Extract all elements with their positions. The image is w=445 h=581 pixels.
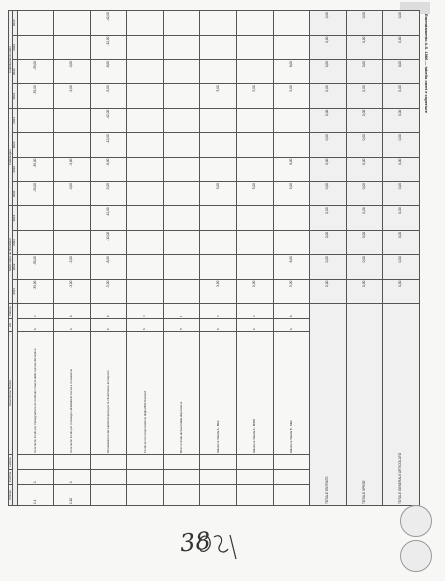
saldo-value-cell — [163, 206, 200, 230]
year-header: 2024 — [13, 11, 17, 36]
indeb-value-cell: -35,00 — [17, 59, 54, 83]
col-lettera-header: Lettera — [9, 455, 13, 470]
totals-row — [310, 11, 347, 506]
saldo-value-cell — [54, 206, 91, 230]
year-header: 2022 — [13, 59, 17, 83]
total-value-cell: 0,00 — [310, 255, 347, 279]
description-cell: Minori entrate derivanti dalla disposizione — [163, 332, 200, 455]
indeb-value-cell — [127, 11, 164, 36]
total-value-cell: 0,00 — [346, 59, 383, 83]
col-natura-header: Natura — [9, 304, 13, 319]
col-es-header: e/s — [9, 319, 13, 332]
natura-cell: c — [127, 304, 164, 319]
table-row — [90, 11, 127, 506]
year-header: 2023 — [13, 133, 17, 157]
total-value-cell: 0,00 — [383, 59, 420, 83]
indeb-value-cell — [127, 35, 164, 59]
fabb-value-cell: -3,00 — [54, 181, 91, 205]
table-row — [17, 11, 54, 506]
table-row — [127, 11, 164, 506]
official-seal-top — [400, 505, 432, 537]
totals-row — [346, 11, 383, 506]
saldo-value-cell: -35,00 — [17, 255, 54, 279]
article-cell — [163, 485, 200, 506]
total-value-cell: 0,00 — [310, 11, 347, 36]
indeb-value-cell: 8,00 — [273, 59, 310, 83]
fabb-value-cell — [127, 157, 164, 181]
indeb-value-cell — [127, 84, 164, 108]
total-value-cell: 0,00 — [383, 279, 420, 303]
saldo-value-cell: -3,00 — [54, 279, 91, 303]
indeb-value-cell: -42,00 — [90, 11, 127, 36]
natura-cell: k — [90, 304, 127, 319]
es-cell: s — [90, 319, 127, 332]
fabb-value-cell — [237, 108, 274, 132]
description-cell: Riduzione Tabella A - MEF — [200, 332, 237, 455]
year-header: 2023 — [13, 35, 17, 59]
description-cell: Rimodulazione dei capitoli di spesa per le infrastrutture di trasporto — [90, 332, 127, 455]
saldo-value-cell: 5,00 — [237, 279, 274, 303]
fabb-value-cell: -5,00 — [90, 181, 127, 205]
natura-cell: c — [17, 304, 54, 319]
total-value-cell: 0,00 — [310, 59, 347, 83]
total-value-cell: 0,00 — [346, 11, 383, 36]
es-cell: s — [273, 319, 310, 332]
total-value-cell: 0,00 — [383, 133, 420, 157]
saldo-value-cell — [163, 230, 200, 254]
lettera-cell — [237, 455, 274, 470]
fabb-value-cell: -42,00 — [90, 108, 127, 132]
saldo-value-cell — [200, 255, 237, 279]
saldo-value-cell: 3,00 — [200, 279, 237, 303]
indeb-value-cell: 5,00 — [273, 84, 310, 108]
saldo-value-cell — [273, 206, 310, 230]
comma-cell: 1 — [54, 470, 91, 485]
saldo-value-cell — [237, 206, 274, 230]
indeb-value-cell — [54, 11, 91, 36]
saldo-value-cell — [273, 230, 310, 254]
totals-label: TOTALE ENTRATE — [310, 304, 347, 506]
fabb-value-cell — [17, 108, 54, 132]
total-value-cell: 0,00 — [346, 255, 383, 279]
lettera-cell — [163, 455, 200, 470]
indeb-value-cell: -5,00 — [90, 84, 127, 108]
comma-cell — [163, 470, 200, 485]
year-header: 2021 — [13, 181, 17, 205]
indebitamento-group-header: Indebitamento netto — [9, 11, 13, 109]
indeb-value-cell: -3,00 — [54, 84, 91, 108]
saldo-value-cell: 8,00 — [273, 255, 310, 279]
fabb-value-cell — [54, 133, 91, 157]
document-title: Emendamento A.S. 1866 — tabella oneri e coperture — [424, 14, 429, 113]
total-value-cell: 0,00 — [310, 279, 347, 303]
fabb-value-cell — [163, 181, 200, 205]
page-number: 38 — [178, 526, 212, 558]
fabb-value-cell: 8,00 — [273, 157, 310, 181]
lettera-cell — [127, 455, 164, 470]
lettera-cell — [200, 455, 237, 470]
total-value-cell: 0,00 — [310, 133, 347, 157]
saldo-value-cell — [200, 230, 237, 254]
lettera-cell — [90, 455, 127, 470]
official-seal-bottom — [400, 540, 432, 572]
total-value-cell: 0,00 — [383, 108, 420, 132]
fabb-value-cell: -3,00 — [54, 157, 91, 181]
indeb-value-cell: 3,00 — [200, 84, 237, 108]
budget-table — [8, 10, 420, 506]
es-cell: s — [17, 319, 54, 332]
saldo-value-cell — [54, 230, 91, 254]
saldo-value-cell — [17, 230, 54, 254]
saldo-value-cell: -42,00 — [90, 206, 127, 230]
fabb-value-cell — [127, 133, 164, 157]
saldo-value-cell: -8,00 — [90, 255, 127, 279]
table-container — [6, 8, 438, 508]
saldo-value-cell — [163, 279, 200, 303]
saldo-value-cell — [163, 255, 200, 279]
fabb-value-cell — [17, 133, 54, 157]
lettera-cell — [273, 455, 310, 470]
saldo-value-cell: -12,00 — [90, 230, 127, 254]
fabb-value-cell — [273, 133, 310, 157]
indeb-value-cell — [17, 35, 54, 59]
description-cell: Fondo per la compensazione degli effetti finanziari — [127, 332, 164, 455]
fabb-value-cell: 5,00 — [237, 181, 274, 205]
comma-cell — [127, 470, 164, 485]
indeb-value-cell — [163, 11, 200, 36]
total-value-cell: 0,00 — [383, 84, 420, 108]
fabb-value-cell: -35,00 — [17, 181, 54, 205]
es-cell: s — [54, 319, 91, 332]
es-cell: s — [127, 319, 164, 332]
indeb-value-cell — [237, 35, 274, 59]
saldo-value-cell — [200, 206, 237, 230]
indeb-value-cell — [237, 11, 274, 36]
description-cell: Incremento Fondo per il sostegno all'attività di ricerca e innovazione — [54, 332, 91, 455]
table-body — [17, 11, 419, 506]
total-value-cell: 0,00 — [383, 35, 420, 59]
indeb-value-cell: -8,00 — [90, 59, 127, 83]
col-article-header: Articolo — [9, 485, 13, 506]
saldo-value-cell — [17, 206, 54, 230]
fabb-value-cell: -35,00 — [17, 157, 54, 181]
natura-cell: c — [200, 304, 237, 319]
natura-cell: c — [237, 304, 274, 319]
fabb-value-cell — [163, 157, 200, 181]
fabb-value-cell: 5,00 — [273, 181, 310, 205]
es-cell: s — [237, 319, 274, 332]
fabb-value-cell — [163, 108, 200, 132]
article-cell: 1.1 — [17, 485, 54, 506]
totals-label: TOTALE GENERALE ARTICOLATO — [383, 304, 420, 506]
fabb-value-cell — [127, 108, 164, 132]
total-value-cell: 0,00 — [310, 206, 347, 230]
total-value-cell: 0,00 — [346, 206, 383, 230]
fabb-value-cell — [200, 157, 237, 181]
total-value-cell: 0,00 — [310, 108, 347, 132]
comma-cell: 1 — [17, 470, 54, 485]
total-value-cell: 0,00 — [346, 84, 383, 108]
year-header: 2023 — [13, 230, 17, 254]
indeb-value-cell — [200, 59, 237, 83]
fabb-value-cell — [237, 133, 274, 157]
total-value-cell: 0,00 — [383, 11, 420, 36]
total-value-cell: 0,00 — [346, 133, 383, 157]
totals-label: TOTALE SPESE — [346, 304, 383, 506]
total-value-cell: 0,00 — [383, 206, 420, 230]
article-cell — [273, 485, 310, 506]
fabb-value-cell — [200, 133, 237, 157]
natura-cell: t — [163, 304, 200, 319]
article-cell — [237, 485, 274, 506]
table-row — [200, 11, 237, 506]
table-row — [273, 11, 310, 506]
totals-row — [383, 11, 420, 506]
saldo-value-cell — [127, 279, 164, 303]
indeb-value-cell — [17, 11, 54, 36]
year-header: 2024 — [13, 108, 17, 132]
saldo-value-cell — [237, 230, 274, 254]
lettera-cell — [54, 455, 91, 470]
saldo-value-cell: -5,00 — [90, 279, 127, 303]
fabb-value-cell — [237, 157, 274, 181]
total-value-cell: 0,00 — [346, 157, 383, 181]
natura-cell: k — [273, 304, 310, 319]
indeb-value-cell — [273, 35, 310, 59]
saldo-group-header: Saldo netto da finanziare — [9, 206, 13, 304]
description-cell: Riduzione Tabella B - MEF — [273, 332, 310, 455]
rotated-table — [6, 8, 438, 508]
article-cell: 1.10 — [54, 485, 91, 506]
indeb-value-cell — [163, 35, 200, 59]
lettera-cell — [17, 455, 54, 470]
total-value-cell: 0,00 — [310, 35, 347, 59]
saldo-value-cell — [127, 255, 164, 279]
year-header: 2022 — [13, 157, 17, 181]
natura-cell: k — [54, 304, 91, 319]
total-value-cell: 0,00 — [310, 84, 347, 108]
article-cell — [90, 485, 127, 506]
indeb-value-cell — [54, 35, 91, 59]
table-row — [54, 11, 91, 506]
fabb-value-cell: 3,00 — [200, 181, 237, 205]
fabb-value-cell — [54, 108, 91, 132]
total-value-cell: 0,00 — [346, 181, 383, 205]
fabb-value-cell — [200, 108, 237, 132]
table-row — [163, 11, 200, 506]
fabbisogno-group-header: Fabbisogno — [9, 108, 13, 206]
saldo-value-cell: 5,00 — [273, 279, 310, 303]
total-value-cell: 0,00 — [310, 230, 347, 254]
comma-cell — [237, 470, 274, 485]
indeb-value-cell: -35,00 — [17, 84, 54, 108]
saldo-value-cell: -35,00 — [17, 279, 54, 303]
es-cell: s — [200, 319, 237, 332]
col-description-header: Descrizione Norma — [9, 332, 13, 455]
total-value-cell: 0,00 — [346, 108, 383, 132]
total-value-cell: 0,00 — [383, 255, 420, 279]
fabb-value-cell: -8,00 — [90, 157, 127, 181]
saldo-value-cell: -3,00 — [54, 255, 91, 279]
table-row — [237, 11, 274, 506]
comma-cell — [273, 470, 310, 485]
total-value-cell: 0,00 — [383, 181, 420, 205]
es-cell: e — [163, 319, 200, 332]
indeb-value-cell: -12,00 — [90, 35, 127, 59]
col-comma-header: Comma — [9, 470, 13, 485]
fabb-value-cell: -12,00 — [90, 133, 127, 157]
total-value-cell: 0,00 — [346, 230, 383, 254]
indeb-value-cell — [163, 84, 200, 108]
article-cell — [127, 485, 164, 506]
indeb-value-cell: 5,00 — [237, 84, 274, 108]
saldo-value-cell — [127, 230, 164, 254]
fabb-value-cell — [273, 108, 310, 132]
year-header: 2024 — [13, 206, 17, 230]
year-header: 2021 — [13, 84, 17, 108]
comma-cell — [200, 470, 237, 485]
fabb-value-cell — [163, 133, 200, 157]
total-value-cell: 0,00 — [310, 157, 347, 181]
total-value-cell: 0,00 — [346, 35, 383, 59]
indeb-value-cell — [163, 59, 200, 83]
fabb-value-cell — [127, 181, 164, 205]
total-value-cell: 0,00 — [383, 157, 420, 181]
comma-cell — [90, 470, 127, 485]
indeb-value-cell — [237, 59, 274, 83]
total-value-cell: 0,00 — [310, 181, 347, 205]
description-cell: Riduzione Tabella A - MIMS — [237, 332, 274, 455]
indeb-value-cell — [127, 59, 164, 83]
indeb-value-cell — [200, 11, 237, 36]
year-header: 2021 — [13, 279, 17, 303]
indeb-value-cell — [200, 35, 237, 59]
article-cell — [200, 485, 237, 506]
indeb-value-cell — [273, 11, 310, 36]
total-value-cell: 0,00 — [383, 230, 420, 254]
year-header: 2022 — [13, 255, 17, 279]
saldo-value-cell — [127, 206, 164, 230]
indeb-value-cell: -3,00 — [54, 59, 91, 83]
saldo-value-cell — [237, 255, 274, 279]
total-value-cell: 0,00 — [346, 279, 383, 303]
description-cell: Incremento Fondo per l'assegnazione di contributi in favore delle imprese del settore — [17, 332, 54, 455]
